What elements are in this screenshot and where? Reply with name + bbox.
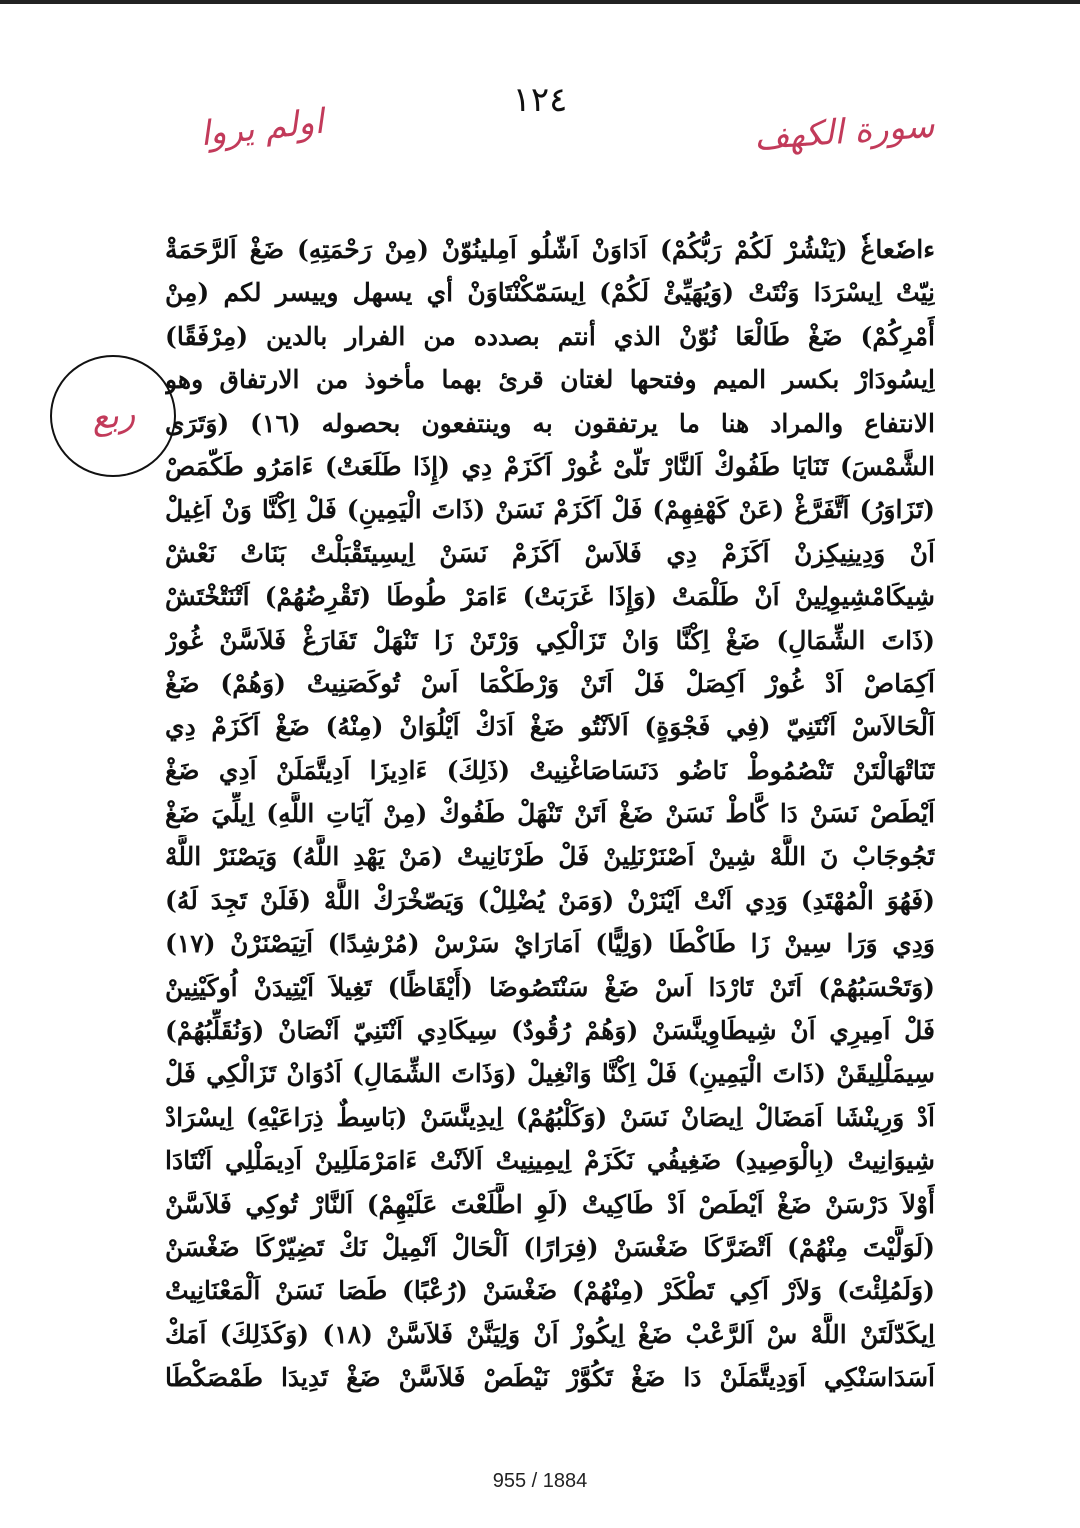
text-line: (لَوَلَّيْتَ مِنْهُمْ) اَتْضَرَّكَا ضَغْسَنْ (فِرَارًا) اَلْحَالْ اَنْمِيلْ نَكْ تَضِيّرْكَا ضَغْسَنْ xyxy=(165,1232,935,1262)
verse-start-note: اولم يروا xyxy=(198,101,326,155)
text-line: أَمْرِكُمْ) ضَغْ طَالْعَا نُوّنْ الذي أنتم بصدده من الفرار بالدين (مِرْفَقًا) xyxy=(165,321,935,351)
text-line: تَجُوجَابْ نَ اللَّهْ شِينْ اَصْنَرْنَلِينْ فَلْ طَرْنَانِيتْ (مَنْ يَهْدِ اللَّهُ) وَيَصْنَرْ اللَّهْ xyxy=(165,842,935,872)
text-line: سِيمَلْلِيقَنْ (ذَاتَ الْيَمِينِ) فَلْ اِكْنَّا وَانْغِيلْ (وَذَاتَ الشِّمَالِ) اَدُوَانْ تَزَالْكِي فَلْ xyxy=(165,1059,935,1089)
text-line: اَدْ وَرِينْشَا اَمَضَالْ اِيصَانْ نَسَنْ (وَكَلْبُهُمْ) اِيدِينَّسَنْ (بَاسِطٌ ذِرَاعَيْهِ) اِيسْرَادْ xyxy=(165,1102,935,1132)
text-line: (وَتَحْسَبُهُمْ) اَتَنْ تَارْدَا اَسْ ضَغْ سَنْتَصُوضَا (أَيْقَاظًا) تَغِيلاَ اَيْتِيدَنْ اُوكَيْنِينْ xyxy=(165,972,935,1002)
text-line: اَلْحَالاَسْ اَنْتَنِيّ (فِي فَجْوَةٍ) اَلاَنْتُو ضَغْ اَدَكْ اَيْلُوَانْ (مِنْهُ) ضَغْ اَكَزَمْ دِي xyxy=(165,712,935,742)
text-line: (ذَاتَ الشِّمَالِ) ضَغْ اِكْنَّا وَانْ تَزَالْكِي وَرْتَنْ زَا تَنْهَلْ تَفَارَغْ فَلاَسَّنْ غُورْ xyxy=(165,625,935,655)
surah-name-note: سورة الكهف xyxy=(753,105,937,159)
page-top-edge xyxy=(0,0,1080,4)
quarter-mark-label: ربع xyxy=(88,393,138,439)
text-line: اَكِمَاصْ اَدْ غُورْ اَكِصَلْ فَلْ اَتَنْ وَرْطَكْمَا اَسْ تُوكَصَنِيتْ (وَهُمْ) ضَغْ xyxy=(165,668,935,698)
text-line: اَسَدَاسَنْكِي اَوَدِيتَّمَلَنْ دَا ضَغْ تَكُوَّرْ نَيْطَصْ فَلاَسَّنْ ضَغْ تَدِيدَا طَمْصَكْطَا xyxy=(165,1363,935,1393)
text-line: اَنْ وَدِينِيكِزنْ اَكَزَمْ دِي فَلاَسْ اَكَزَمْ نَسَنْ اِيسِيتَقْبَلْتْ بَنَاتْ نَعْشْ xyxy=(165,538,935,568)
text-line: الانتفاع والمراد هنا ما يرتفقون به وينتفعون بحصوله (١٦) (وَتَرَى xyxy=(165,408,935,438)
text-line: اِيكَدّلَتَنْ اللَّهْ سْ اَلرَّعْبْ ضَغْ اِيكُوزْ اَنْ وَلِيَنَّنْ فَلاَسَّنْ (١٨) (وَكَذَلِكَ) اَمَكْ xyxy=(165,1319,935,1349)
text-line: تَنَاتْهَالْتَنْ تَنْصُمُوطْ نَاضُو دَنَسَاصَاغْنِيتْ (ذَلِكَ) ءَادِيزَا اَدِيتَّمَلَنْ اَدِي ضَغْ xyxy=(165,755,935,785)
page-number: ١٢٤ xyxy=(512,80,568,120)
text-line: (فَهُوَ الْمُهْتَدِ) وَدِي اَنْتْ اَيْنَرْنْ (وَمَنْ يُضْلِلْ) وَيَصّخْرَكْ اللَّهْ (فَلَنْ تَجِدَ لَهُ) xyxy=(165,885,935,915)
commentary-text-block xyxy=(165,228,935,1400)
quarter-mark-circle xyxy=(50,355,176,477)
text-line: أَوْلاَ دَرْسَنْ ضَغْ اَيْطَصْ اَدْ طَاكِيتْ (لَوِ اطَّلَعْتَ عَلَيْهِمْ) اَلنَّارْ تُوكِي فَلاَسَّنْ xyxy=(165,1189,935,1219)
page-counter: 955 / 1884 xyxy=(492,1470,588,1492)
text-line: شِيوَانِيتْ (بِالْوَصِيدِ) ضَغِيفُي نَكَزَمْ اِيمِينِيتْ اَلاَنْتْ ءَامَرْمَلَلِينْ اَدِيمَلْلِي اَنْتَادَا xyxy=(165,1146,935,1176)
text-line: اِيسُودَارْ بكسر الميم وفتحها لغتان قرئ بهما مأخوذ من الارتفاق وهو xyxy=(165,365,935,395)
text-line: نِيّتْ اِيسْرَدَا وَنْتَتْ (وَيُهَيِّئْ لَكُمْ) اِيسَمّكْنْتَاوَنْ أي يسهل وييسر لكم (مِنْ xyxy=(165,278,935,308)
text-line: اَيْطَصْ نَسَنْ دَا كَّاطْ نَسَنْ ضَغْ اَتَنْ تَنْهَلْ طَفُوكْ (مِنْ آيَاتِ اللَّهِ) اِيلِّيَ ضَغْ xyxy=(165,799,935,829)
text-line: (تَزَاوَرُ) اَتَّفَرَّغْ (عَنْ كَهْفِهِمْ) فَلْ اَكَزَمْ نَسَنْ (ذَاتَ الْيَمِينِ) فَلْ اِكْنَّا وَنْ اَغِيلْ xyxy=(165,495,935,525)
text-line: شِيكَامْشِيوِلِينْ اَنْ طَلْمَتْ (وَإِذَا غَرَبَتْ) ءَامَرْ طُوطَا (تَقْرِضُهُمْ) اَتْنَتْخْتَشْ xyxy=(165,582,935,612)
text-line: فَلْ اَمِيرِي اَنْ شِيطَاوِينَّسَنْ (وَهُمْ رُقُودٌ) سِيكَادِي اَنْتَنِيّ اَنْصَانْ (وَنُقَلِّبُهُمْ) xyxy=(165,1016,935,1046)
text-line: (وَلَمُلِئْتَ) وَلاَرْ اَكِي تَطْكَرْ (مِنْهُمْ) ضَغْسَنْ (رُعْبًا) طَصَا نَسَنْ اَلْمَعْنَانِيتْ xyxy=(165,1276,935,1306)
text-line: وَدِي وَرَا سِينْ زَا طَاكْطَا (وَلِيًّا) اَمَارَايْ سَرْسْ (مُرْشِدًا) اَتِيَصْنَرْنْ (١٧) xyxy=(165,929,935,959)
text-line: ءاصٗعاغٗ (يَنْشُرْ لَكُمْ رَبُّكُمْ) اَدَاوَنْ اَشّلُو اَمِلينُوّنْ (مِنْ رَحْمَتِهِ) ضَغْ اَلرَّحَمَةْ xyxy=(165,235,935,264)
text-line: الشَّمْسَ) تَنَايَا طَفُوكْ اَلنَّارْ تَلّىْ غُورْ اَكَزَمْ دِي (إِذَا طَلَعَتْ) ءَامَرُو طَكّمَصْ xyxy=(165,451,935,481)
